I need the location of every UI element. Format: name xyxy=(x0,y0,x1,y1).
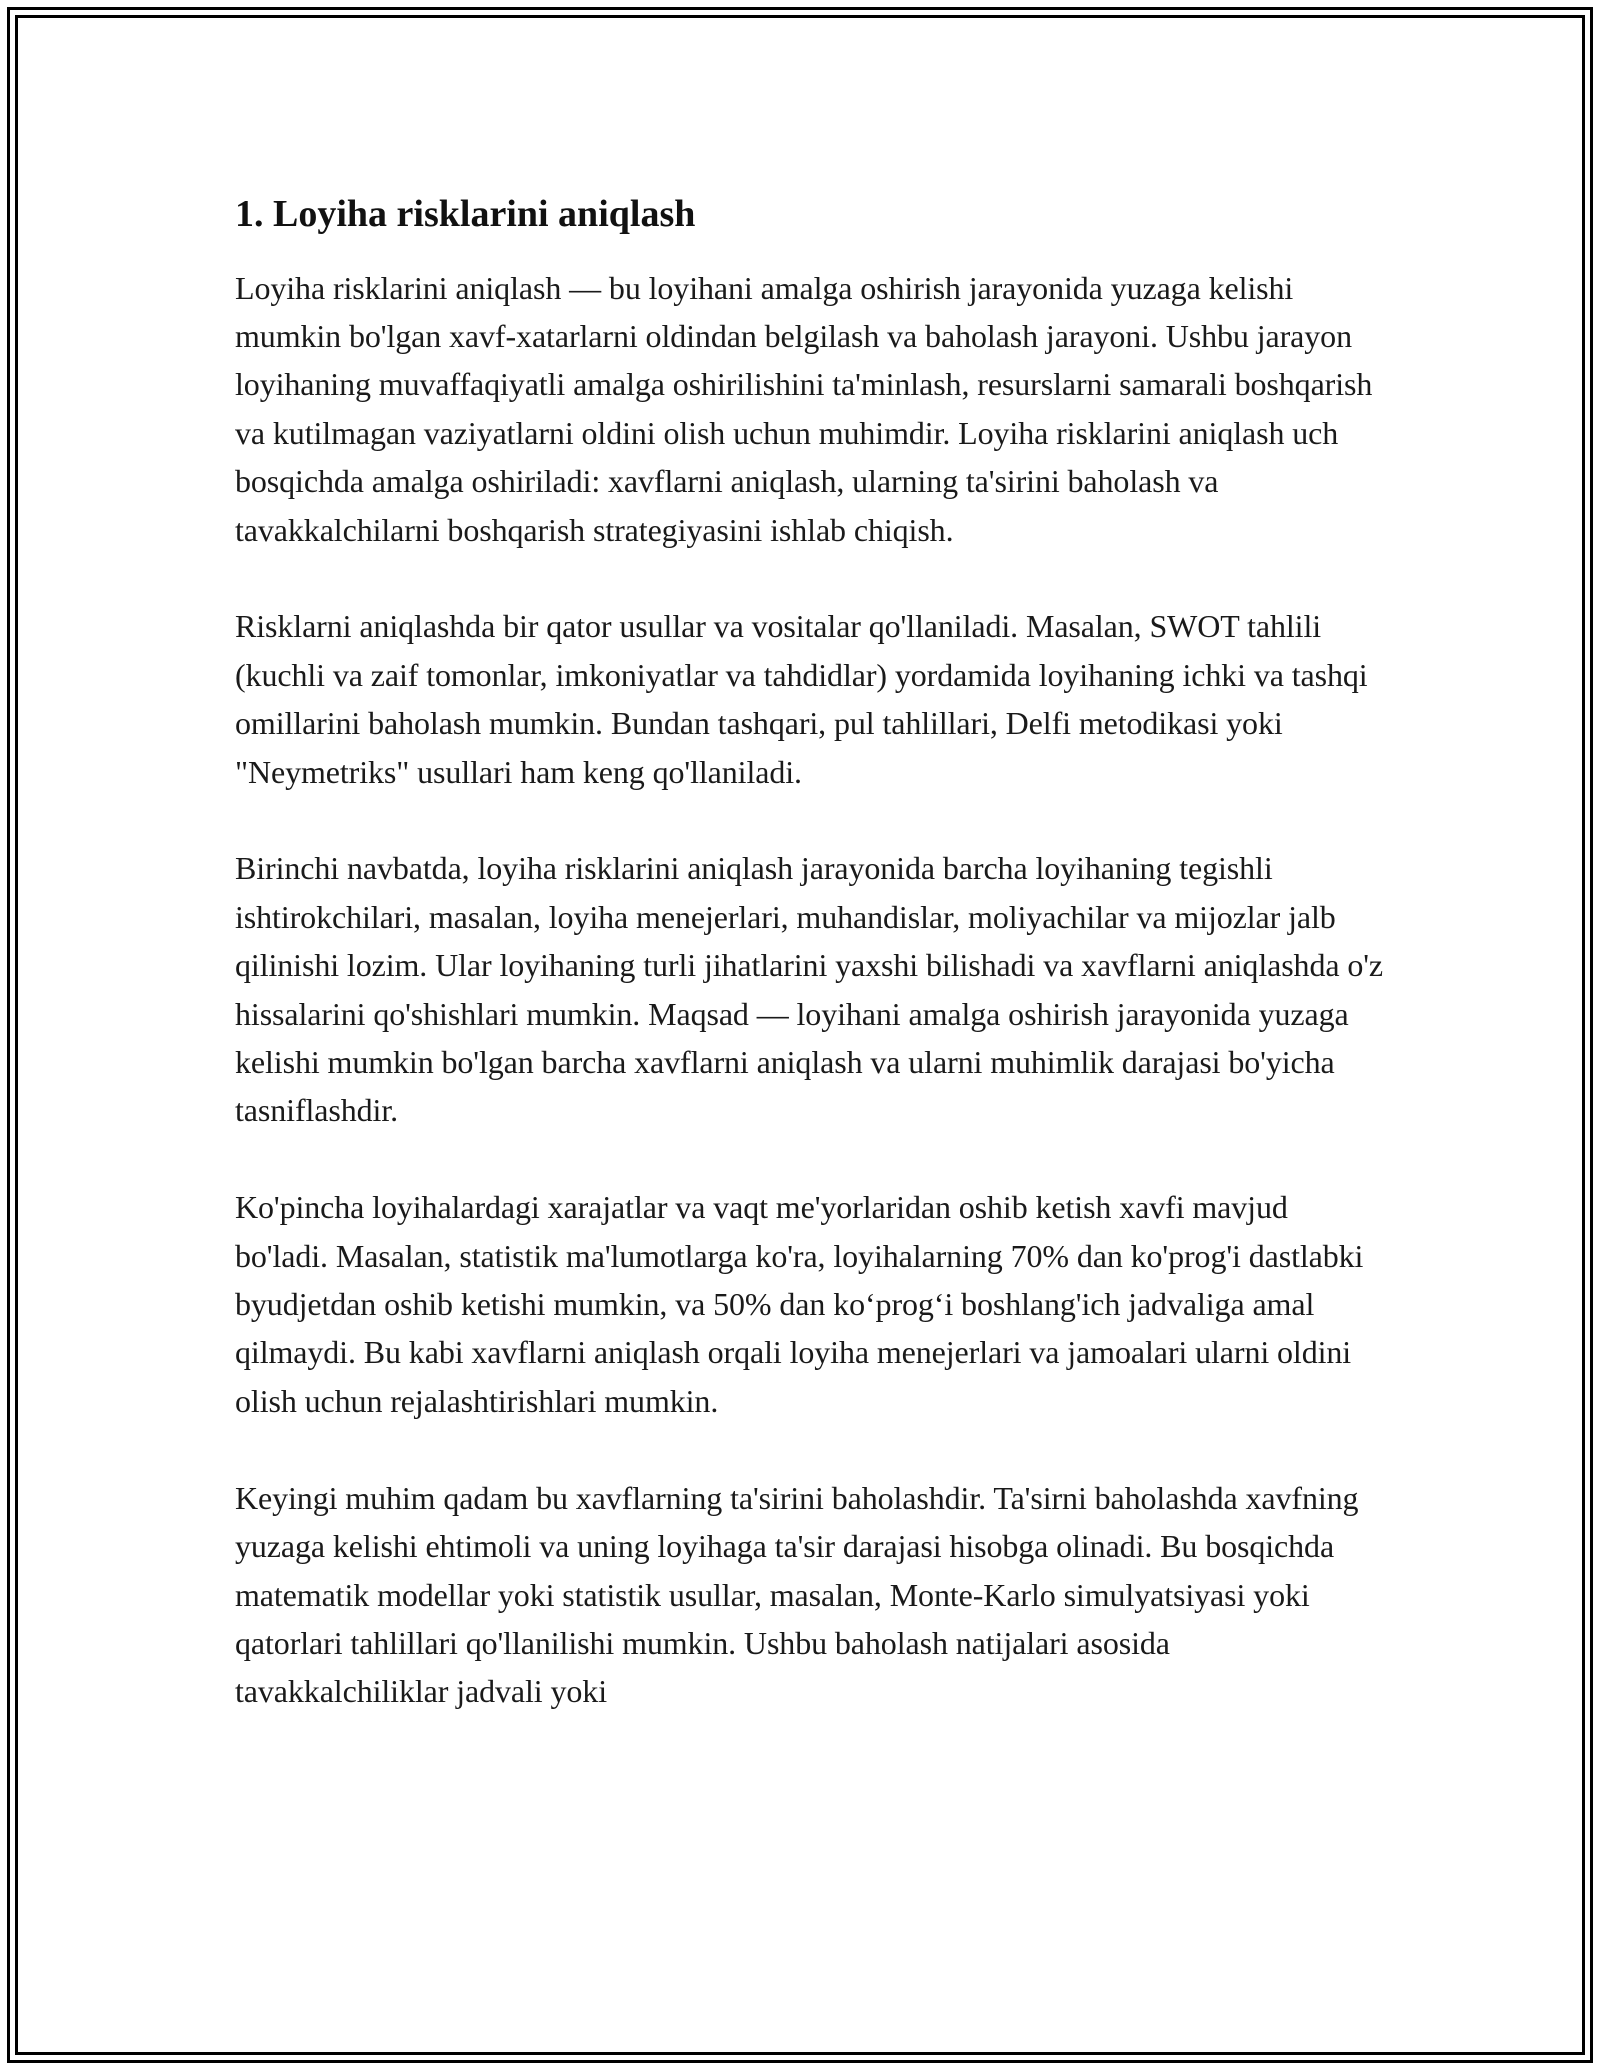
paragraph-2: Risklarni aniqlashda bir qator usullar va vositalar qo'llaniladi. Masalan, SWOT tahlili (kuchli va zaif tomonlar, imkoniyatlar va tahdidlar) yordamida loyihaning ichki va tashqi omillarini baholash mumkin. Bundan tashqari, pul tahlillari, Delfi metodikasi yoki "Neymetriks" usullari ham keng qo'llaniladi. xyxy=(235,608,1368,790)
paragraph-5: Keyingi muhim qadam bu xavflarning ta'sirini baholashdir. Ta'sirni baholashda xavfning yuzaga kelishi ehtimoli va uning loyihaga ta'sir darajasi hisobga olinadi. Bu bosqichda matematik modellar yoki statistik usullar, masalan, Monte-Karlo simulyatsiyasi yoki qatorlari tahlillari qo'llanilishi mumkin. Ushbu baholash natijalari asosida tavakkalchiliklar jadvali yoki xyxy=(235,1479,1359,1710)
paragraph-4: Ko'pincha loyihalardagi xarajatlar va vaqt me'yorlaridan oshib ketish xavfi mavjud bo'ladi. Masalan, statistik ma'lumotlarga ko'ra, loyihalarning 70% dan ko'prog'i dastlabki byudjetdan oshib ketishi mumkin, va 50% dan ko‘prog‘i boshlang'ich jadvaliga amal qilmaydi. Bu kabi xavflarni aniqlash orqali loyiha menejerlari va jamoalari ularni oldini olish uchun rejalashtirishlari mumkin. xyxy=(235,1189,1364,1419)
document-body xyxy=(235,180,1385,1764)
paragraph-1: Loyiha risklarini aniqlash — bu loyihani amalga oshirish jarayonida yuzaga kelishi mumkin bo'lgan xavf-xatarlarni oldindan belgilash va baholash jarayoni. Ushbu jarayon loyihaning muvaffaqiyatli amalga oshirilishini ta'minlash, resurslarni samarali boshqarish va kutilmagan vaziyatlarni oldini olish uchun muhimdir. Loyiha risklarini aniqlash uch bosqichda amalga oshiriladi: xavflarni aniqlash, ularning ta'sirini baholash va tavakkalchilarni boshqarish strategiyasini ishlab chiqish. xyxy=(235,269,1373,548)
paragraph-3: Birinchi navbatda, loyiha risklarini aniqlash jarayonida barcha loyihaning tegishli ishtirokchilari, masalan, loyiha menejerlari, muhandislar, moliyachilar va mijozlar jalb qilinishi lozim. Ular loyihaning turli jihatlarini yaxshi bilishadi va xavflarni aniqlashda o'z hissalarini qo'shishlari mumkin. Maqsad — loyihani amalga oshirish jarayonida yuzaga kelishi mumkin bo'lgan barcha xavflarni aniqlash va ularni muhimlik darajasi bo'yicha tasniflashdir. xyxy=(235,850,1384,1129)
section-heading: 1. Loyiha risklarini aniqlash xyxy=(235,193,696,235)
